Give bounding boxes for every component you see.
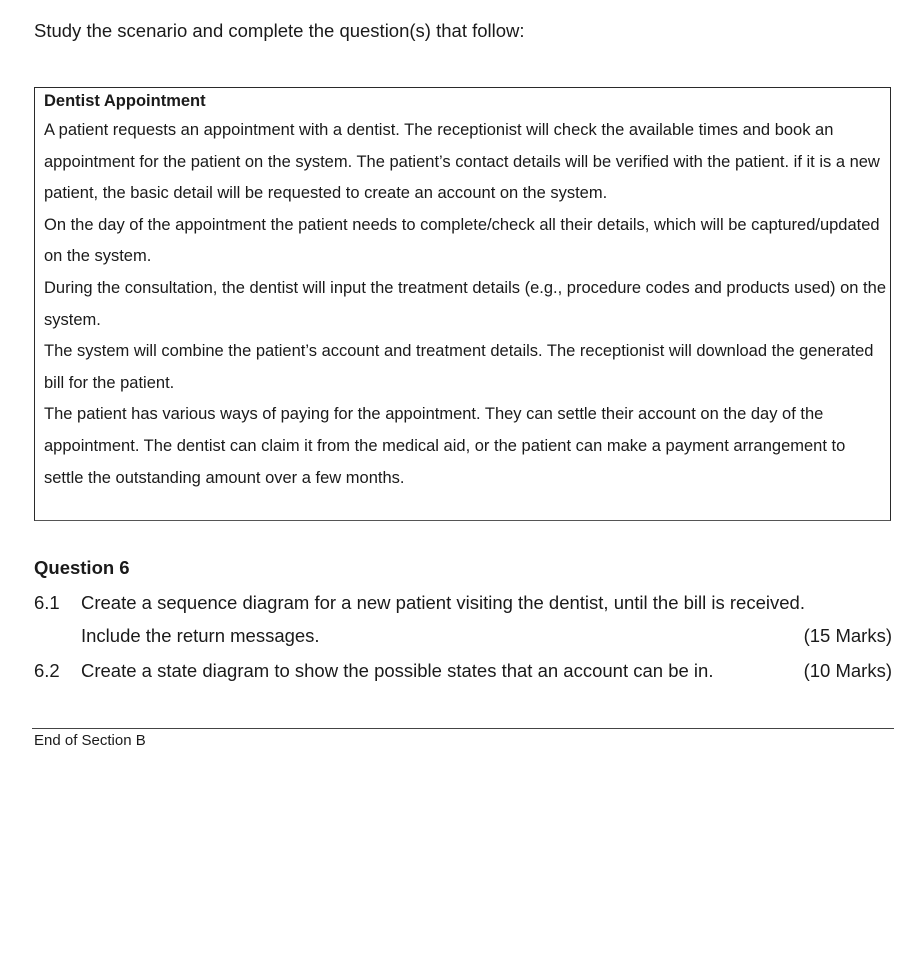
- question-marks: (10 Marks): [803, 660, 892, 681]
- scenario-body: [44, 115, 886, 494]
- scenario-paragraph: A patient requests an appointment with a dentist. The receptionist will check the available times and book an appointment for the patient on the system. The patient’s contact details will be verified with the patient. if it is a new patient, the basic detail will be requested to create an account on the system.: [44, 121, 880, 203]
- scenario-paragraph: During the consultation, the dentist will input the treatment details (e.g., procedure codes and products used) on the system.: [44, 278, 886, 329]
- scenario-paragraph: The patient has various ways of paying for the appointment. They can settle their account on the day of the appointment. The dentist can claim it from the medical aid, or the patient can make a payment arrangement to settle the outstanding amount over a few months.: [44, 405, 846, 487]
- instructions-text: Study the scenario and complete the question(s) that follow:: [34, 20, 525, 41]
- question-text: Include the return messages.: [81, 625, 320, 646]
- scenario-title: Dentist Appointment: [44, 92, 206, 110]
- section-divider: [32, 728, 894, 729]
- question-text: Create a state diagram to show the possible states that an account can be in.: [81, 660, 714, 681]
- scenario-paragraph: On the day of the appointment the patient needs to complete/check all their details, which will be captured/updated on the system.: [44, 215, 880, 266]
- question-text: Create a sequence diagram for a new patient visiting the dentist, until the bill is received.: [81, 592, 805, 613]
- scenario-box: [34, 87, 891, 521]
- question-number: 6.2: [34, 660, 60, 681]
- scenario-paragraph: The system will combine the patient’s account and treatment details. The receptionist will download the generated bill for the patient.: [44, 342, 874, 392]
- end-of-section-note: End of Section B: [34, 732, 146, 749]
- question-marks: (15 Marks): [803, 625, 892, 646]
- question-number: 6.1: [34, 592, 60, 613]
- question-title: Question 6: [34, 557, 130, 578]
